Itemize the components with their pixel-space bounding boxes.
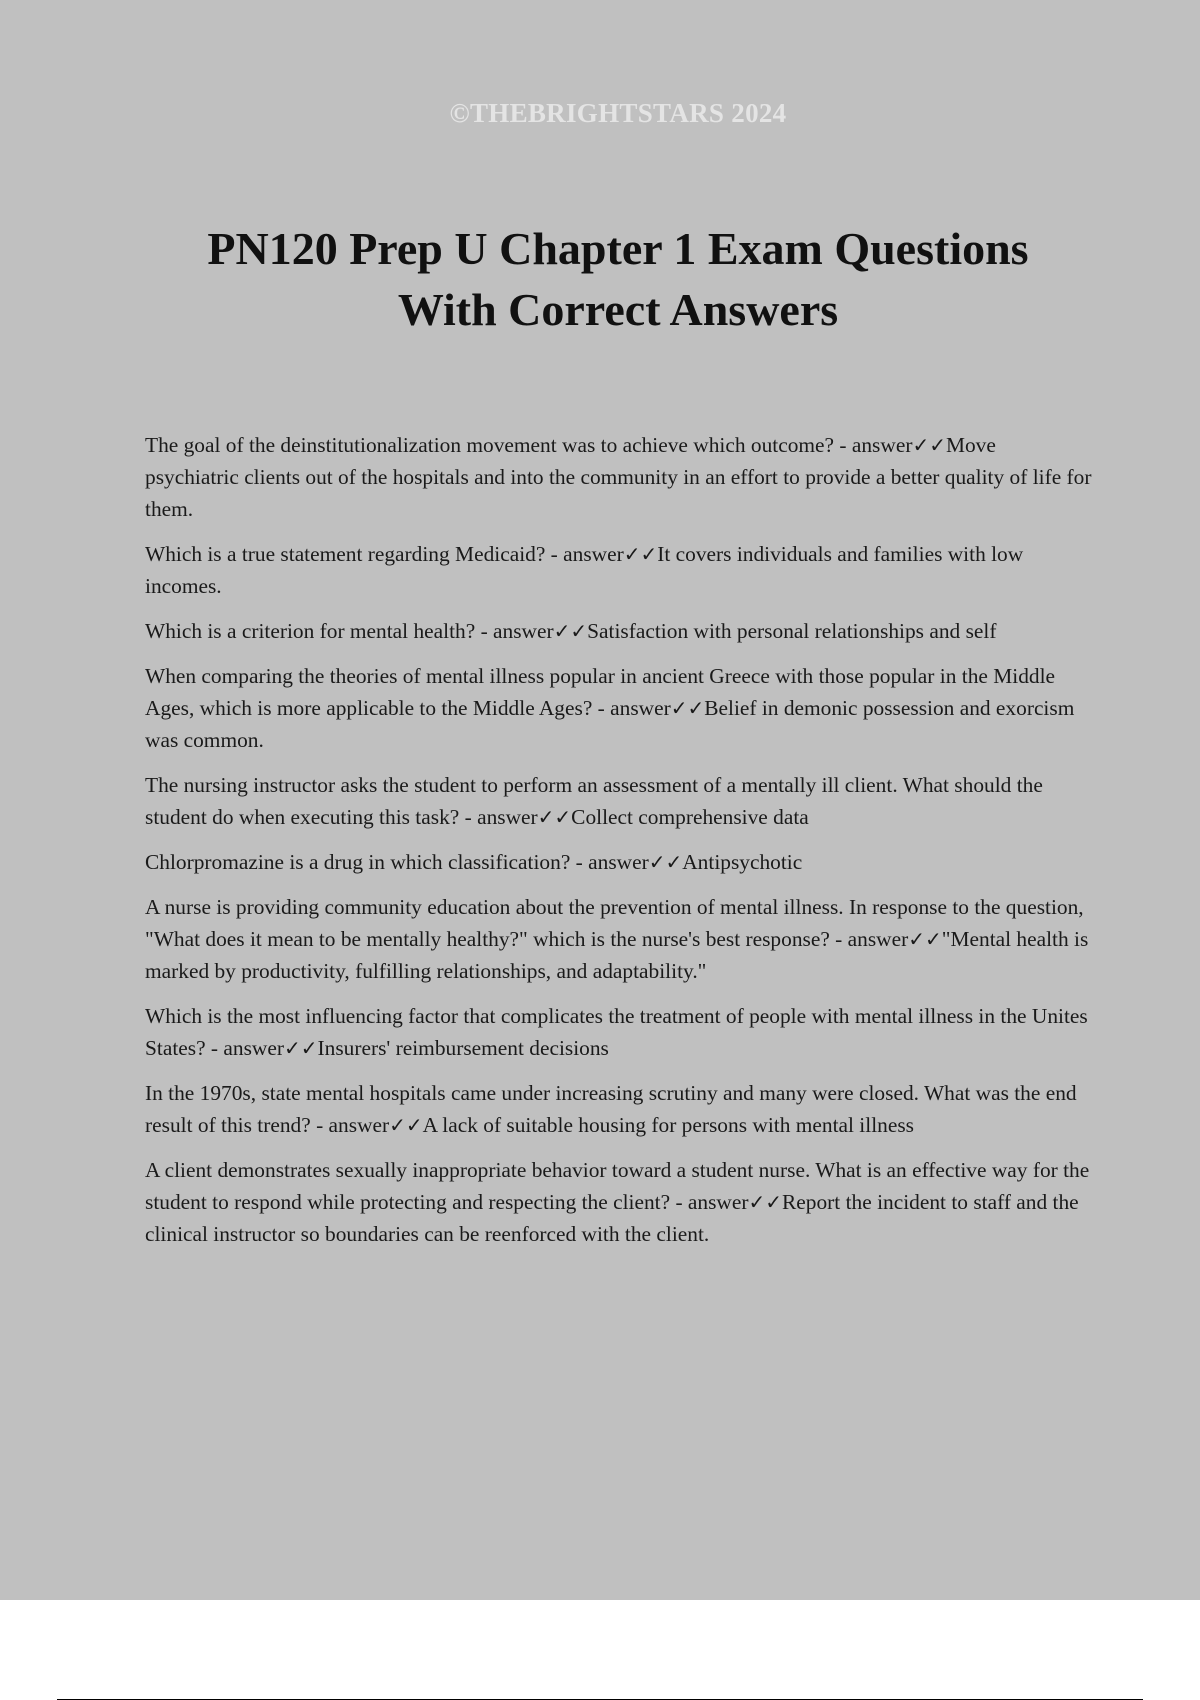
- qa-item: [145, 1077, 1095, 1141]
- document-title: [100, 218, 1136, 340]
- check-icon: ✓✓: [748, 1190, 783, 1214]
- qa-answer: Collect comprehensive data: [571, 805, 809, 829]
- qa-item: [145, 660, 1095, 756]
- check-icon: ✓✓: [389, 1113, 423, 1137]
- check-icon: ✓✓: [670, 696, 705, 720]
- qa-answer: Insurers' reimbursement decisions: [317, 1036, 609, 1060]
- qa-item: [145, 538, 1095, 602]
- qa-question: Chlorpromazine is a drug in which classification? - answer: [145, 850, 649, 874]
- qa-answer: Move psychiatric clients out of the hospitals and into the community in an effort to provide a better quality of life for them.: [145, 433, 1092, 521]
- check-icon: ✓✓: [623, 542, 658, 566]
- check-icon: ✓✓: [908, 927, 942, 951]
- watermark: ©THEBRIGHTSTARS 2024: [449, 98, 787, 128]
- qa-answer: Antipsychotic: [682, 850, 803, 874]
- check-icon: ✓✓: [553, 619, 588, 643]
- qa-question: A nurse is providing community education about the prevention of mental illness. In response to the question, "What does it mean to be mentally healthy?" which is the nurse's best response? - answer: [145, 895, 1084, 951]
- check-icon: ✓✓: [648, 850, 683, 874]
- check-icon: ✓✓: [284, 1036, 318, 1060]
- qa-answer: "Mental health is marked by productivity, fulfilling relationships, and adaptability.": [145, 927, 1089, 983]
- qa-item: [145, 615, 1095, 647]
- qa-question: The goal of the deinstitutionalization movement was to achieve which outcome? - answer: [145, 433, 913, 457]
- check-icon: ✓✓: [912, 433, 946, 457]
- qa-question: Which is the most influencing factor that complicates the treatment of people with mental illness in the Unites States? - answer: [145, 1004, 1088, 1060]
- qa-question: Which is a true statement regarding Medicaid? - answer: [145, 542, 624, 566]
- check-icon: ✓✓: [537, 805, 572, 829]
- qa-item: [145, 846, 1095, 878]
- qa-answer: Satisfaction with personal relationships and self: [587, 619, 997, 643]
- qa-item: [145, 769, 1095, 833]
- qa-question: In the 1970s, state mental hospitals came under increasing scrutiny and many were closed. What was the end result of this trend? - answer: [145, 1081, 1077, 1137]
- qa-question: The nursing instructor asks the student to perform an assessment of a mentally ill client. What should the student do when executing this task? - answer: [145, 773, 1043, 829]
- qa-question: A client demonstrates sexually inappropriate behavior toward a student nurse. What is an effective way for the student to respond while protecting and respecting the client? - answer: [145, 1158, 1090, 1214]
- qa-answer: It covers individuals and families with low incomes.: [145, 542, 1024, 598]
- qa-answer: Belief in demonic possession and exorcism was common.: [145, 696, 1075, 752]
- qa-answer: Report the incident to staff and the clinical instructor so boundaries can be reenforced with the client.: [145, 1190, 1079, 1246]
- qa-question: Which is a criterion for mental health? - answer: [145, 619, 554, 643]
- qa-answer: A lack of suitable housing for persons with mental illness: [422, 1113, 914, 1137]
- qa-question: When comparing the theories of mental illness popular in ancient Greece with those popular in the Middle Ages, which is more applicable to the Middle Ages? - answer: [145, 664, 1056, 720]
- qa-item: [145, 891, 1095, 987]
- qa-list: [145, 429, 1095, 1263]
- title-line-1: PN120 Prep U Chapter 1 Exam Questions: [207, 223, 1029, 274]
- qa-item: [145, 1000, 1095, 1064]
- qa-item: [145, 429, 1095, 525]
- qa-item: [145, 1154, 1095, 1250]
- title-line-2: With Correct Answers: [397, 284, 839, 335]
